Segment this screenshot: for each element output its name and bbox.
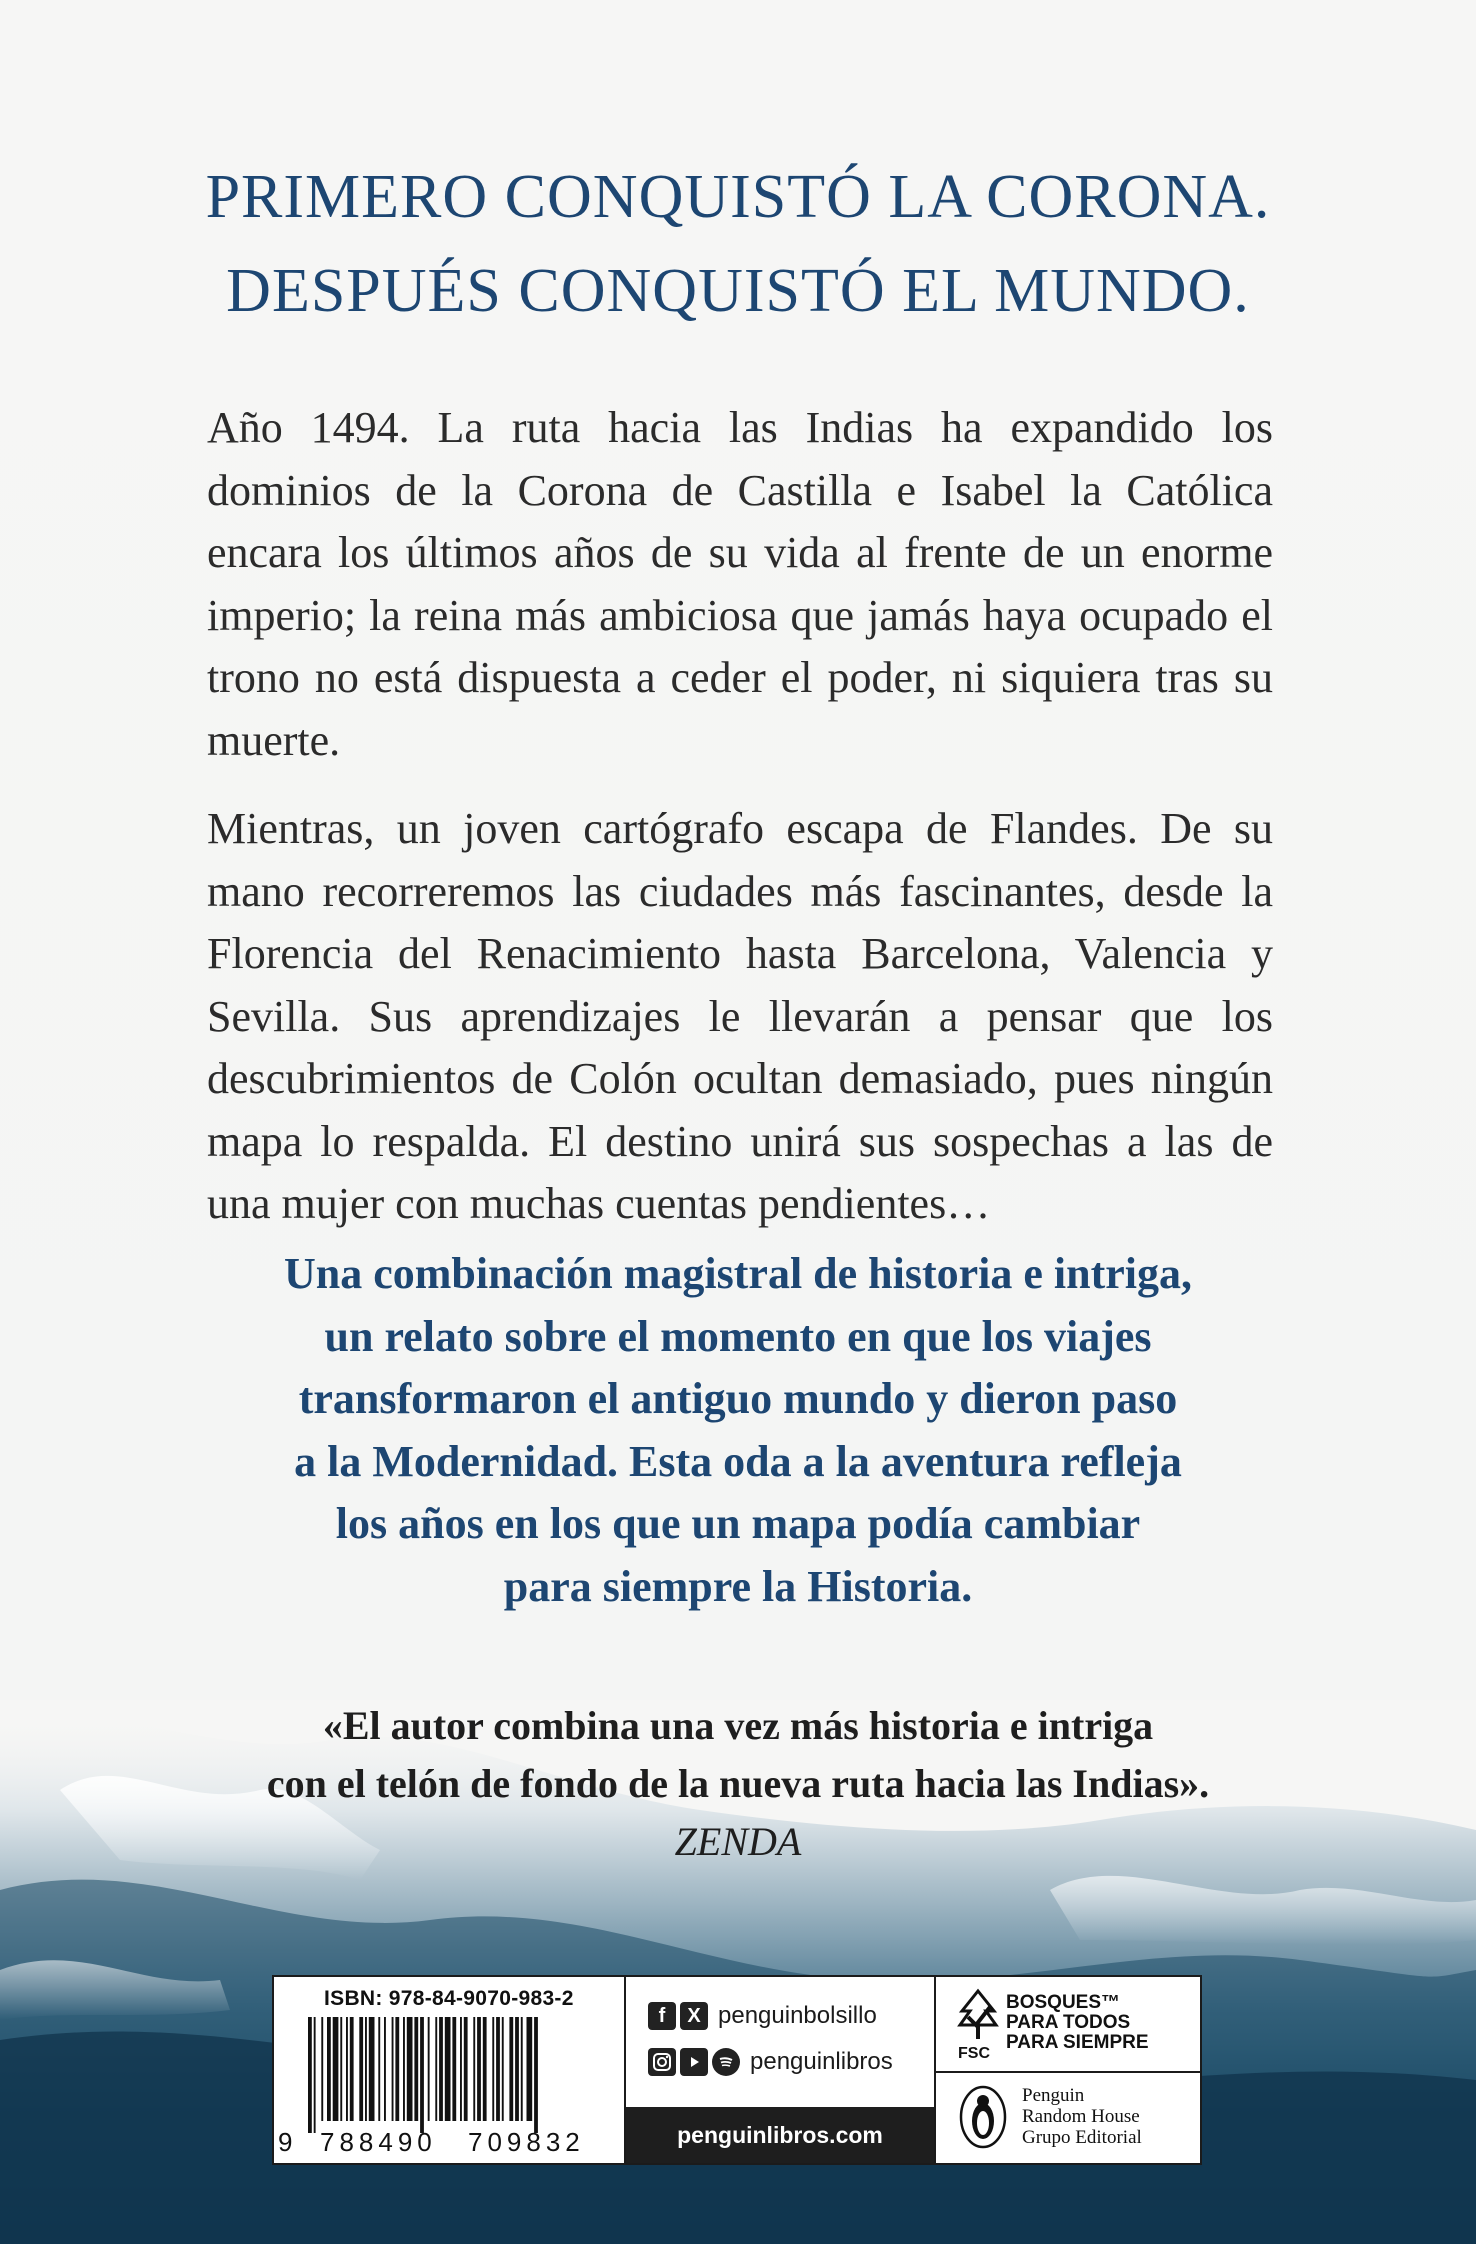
barcode-bar: [435, 2017, 437, 2121]
publisher-info-box: [272, 1975, 1202, 2165]
barcode-bar: [464, 2017, 468, 2121]
barcode-bar: [439, 2017, 443, 2121]
social-row-1: [648, 1999, 877, 2033]
pitch-line: transformaron el antiguo mundo y dieron paso: [298, 1374, 1178, 1423]
pitch-line: a la Modernidad. Esta oda a la aventura refleja: [294, 1436, 1182, 1486]
pitch-line: Una combinación magistral de historia e intriga,: [283, 1249, 1193, 1298]
barcode-bar: [496, 2017, 500, 2121]
barcode-bar: [473, 2017, 475, 2121]
barcode-bar: [515, 2017, 519, 2121]
barcode-bar: [420, 2017, 424, 2133]
cover-headline: [0, 150, 1476, 338]
fsc-slogan-line-3: PARA SIEMPRE: [1006, 2032, 1149, 2053]
barcode-bar: [492, 2017, 494, 2121]
barcode-bar: [483, 2017, 487, 2121]
barcode-panel: [274, 1977, 626, 2163]
x-icon[interactable]: X: [680, 2002, 708, 2030]
barcode-bar: [534, 2017, 538, 2133]
fsc-logo: [936, 1977, 1200, 2073]
barcode-bar: [384, 2017, 386, 2121]
barcode-bar: [428, 2017, 430, 2121]
publisher-line-3: Grupo Editorial: [1022, 2127, 1142, 2148]
barcode-bar: [403, 2017, 405, 2121]
barcode-bar: [350, 2017, 354, 2121]
synopsis-paragraph-2: Mientras, un joven cartógrafo escapa de Flandes. De su mano recorreremos las ciudades más fascinantes, desde la Florencia del Renacimiento hasta Barcelona, Valencia y Sevilla. Sus aprendizajes le llevarán a pensar que los descubrimientos de Colón ocultan demasiado, pues ningún mapa lo respalda. El destino unirá sus sospechas a las de una mujer con muchas cuentas pendientes…: [207, 804, 1273, 1228]
barcode-bar: [477, 2017, 481, 2121]
spotify-icon[interactable]: [712, 2048, 740, 2076]
barcode-bar: [392, 2017, 394, 2121]
barcode-bar: [340, 2017, 342, 2121]
barcode-bar: [407, 2017, 413, 2121]
social-panel: [626, 1977, 936, 2163]
barcode-bar: [502, 2017, 504, 2121]
headline-line-1: PRIMERO CONQUISTÓ LA CORONA.: [205, 163, 1271, 231]
barcode-bar: [452, 2017, 456, 2121]
pitch-blurb: [0, 1243, 1476, 1618]
instagram-icon[interactable]: [648, 2048, 676, 2076]
review-line-2: con el telón de fondo de la nueva ruta hacia las Indias».: [266, 1761, 1210, 1806]
barcode-bar: [414, 2017, 418, 2121]
pitch-line: un relato sobre el momento en que los viajes: [324, 1311, 1152, 1361]
synopsis-paragraph-1: Año 1494. La ruta hacia las Indias ha expandido los dominios de la Corona de Castilla e Isabel la Católica encara los últimos años de su vida al frente de un enorme imperio; la reina más ambiciosa que jamás haya ocupado el trono no está dispuesta a ceder el poder, ni siquiera tras su muerte.: [207, 403, 1273, 765]
publisher-logo: [936, 2073, 1200, 2163]
fsc-label: FSC: [958, 2045, 990, 2062]
barcode-bar: [308, 2017, 312, 2133]
pitch-line: para siempre la Historia.: [503, 1561, 973, 1611]
barcode-bar: [359, 2017, 363, 2121]
publisher-line-1: Penguin: [1022, 2085, 1085, 2106]
penguin-icon: [958, 2085, 1008, 2149]
barcode-bar: [321, 2017, 323, 2121]
social-handle-1[interactable]: penguinbolsillo: [718, 2002, 877, 2029]
barcode-bar: [395, 2017, 399, 2121]
barcode-image: [294, 2017, 610, 2135]
fsc-slogan-line-1: BOSQUES™: [1006, 1992, 1121, 2013]
barcode-bar: [365, 2017, 367, 2121]
review-source: ZENDA: [674, 1819, 802, 1864]
headline-line-2: DESPUÉS CONQUISTÓ EL MUNDO.: [226, 257, 1250, 325]
barcode-digits-right: 709832: [468, 2127, 585, 2157]
barcode-bar: [509, 2017, 513, 2121]
barcode-bar: [346, 2017, 348, 2121]
fsc-slogan: [1006, 1993, 1149, 2053]
barcode-bar: [369, 2017, 375, 2121]
youtube-icon[interactable]: [680, 2048, 708, 2076]
publisher-line-2: Random House: [1022, 2106, 1140, 2127]
barcode-bar: [527, 2017, 533, 2121]
fsc-slogan-line-2: PARA TODOS: [1006, 2012, 1131, 2033]
social-handle-2[interactable]: penguinlibros: [750, 2048, 893, 2075]
barcode-bar: [327, 2017, 331, 2121]
isbn-label: ISBN: 978-84-9070-983-2: [324, 1987, 574, 2010]
barcode-bar: [333, 2017, 339, 2121]
barcode-bar: [378, 2017, 380, 2121]
barcode-bar: [460, 2017, 462, 2121]
publisher-name: [1022, 2085, 1142, 2148]
pitch-line: los años en los que un mapa podía cambiar: [335, 1499, 1141, 1548]
barcode-bar: [445, 2017, 451, 2121]
logos-panel: [936, 1977, 1200, 2163]
barcode-bar: [521, 2017, 523, 2121]
synopsis: [207, 397, 1273, 1262]
website-link[interactable]: penguinlibros.com: [626, 2107, 934, 2163]
social-row-2: [648, 2045, 893, 2079]
review-line-1: «El autor combina una vez más historia e intriga: [322, 1703, 1154, 1748]
facebook-icon[interactable]: f: [648, 2002, 676, 2030]
review-quote: [0, 1697, 1476, 1871]
barcode-digits-left: 788490: [320, 2127, 437, 2157]
barcode-digit-lead: 9: [278, 2127, 293, 2157]
barcode-bar: [314, 2017, 316, 2133]
tree-check-icon: [954, 1987, 1002, 2043]
